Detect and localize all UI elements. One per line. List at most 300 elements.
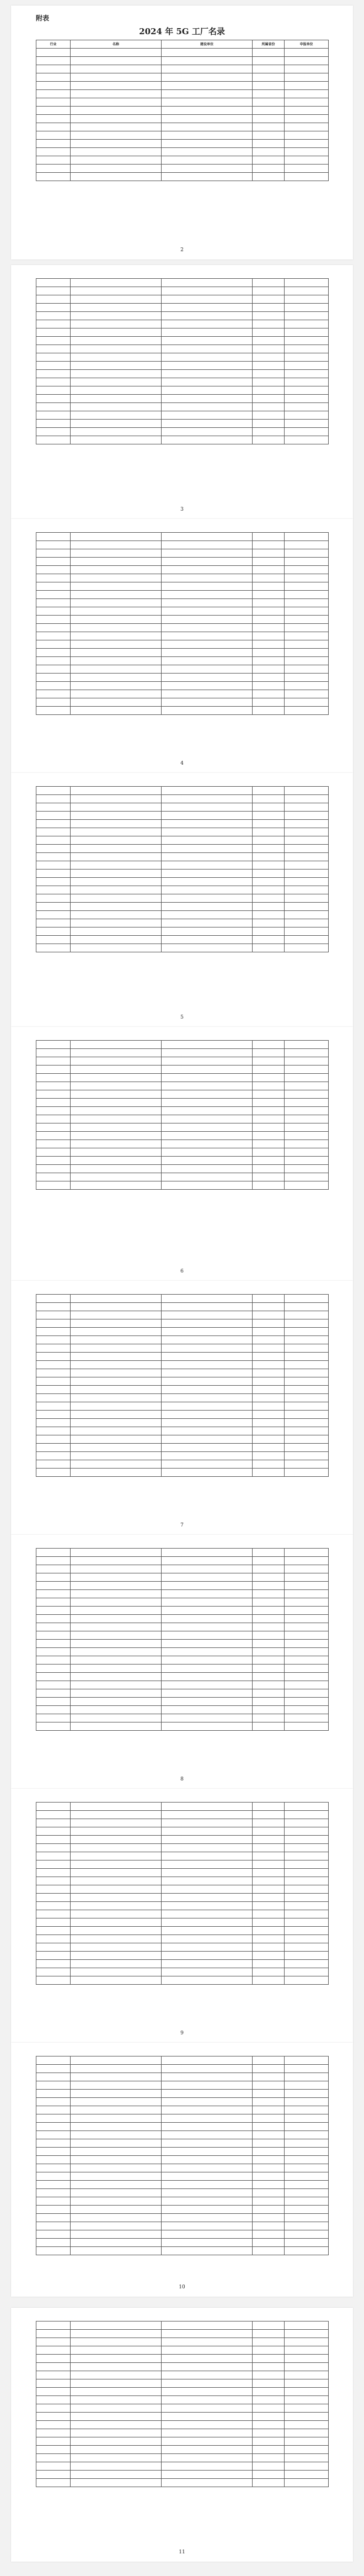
- table-cell: [162, 2073, 253, 2081]
- table-cell: [71, 73, 162, 82]
- table-cell: [36, 1427, 71, 1435]
- table-cell: [162, 1910, 253, 1918]
- table-cell: [253, 616, 285, 624]
- table-cell: [162, 2388, 253, 2396]
- table-cell: [71, 328, 162, 337]
- table-cell: [162, 1573, 253, 1582]
- table-cell: [285, 1132, 329, 1140]
- table-cell: [162, 1803, 253, 1811]
- table-cell: [285, 1444, 329, 1452]
- table-cell: [253, 795, 285, 803]
- table-cell: [162, 123, 253, 131]
- table-cell: [162, 927, 253, 936]
- table-row: [36, 279, 329, 287]
- table-cell: [253, 886, 285, 894]
- table-cell: [71, 2106, 162, 2114]
- table-cell: [285, 2148, 329, 2156]
- table-cell: [36, 1714, 71, 1722]
- table-cell: [71, 1369, 162, 1377]
- table-cell: [285, 403, 329, 411]
- table-cell: [36, 1640, 71, 1648]
- table-cell: [71, 2148, 162, 2156]
- table-cell: [285, 2330, 329, 2338]
- table-row: [36, 1082, 329, 1090]
- table-cell: [253, 1927, 285, 1935]
- table-cell: [285, 878, 329, 886]
- table-cell: [36, 345, 71, 353]
- document-page: [11, 1789, 353, 2043]
- table-cell: [162, 1460, 253, 1469]
- table-cell: [36, 665, 71, 674]
- table-cell: [253, 1140, 285, 1148]
- table-cell: [285, 2446, 329, 2454]
- table-cell: [36, 1377, 71, 1386]
- table-cell: [71, 1181, 162, 1190]
- table-row: [36, 98, 329, 107]
- table-cell: [71, 2462, 162, 2471]
- table-row: [36, 1041, 329, 1049]
- table-cell: [285, 2346, 329, 2355]
- table-row: [36, 173, 329, 181]
- table-cell: [253, 1452, 285, 1460]
- table-cell: [285, 2197, 329, 2206]
- table-header-row: [36, 40, 329, 49]
- table-cell: [36, 1173, 71, 1181]
- table-cell: [162, 582, 253, 591]
- column-header: 建设单位: [162, 40, 253, 49]
- table-cell: [36, 1074, 71, 1082]
- table-cell: [36, 2106, 71, 2114]
- table-cell: [71, 2355, 162, 2363]
- table-cell: [71, 607, 162, 616]
- table-cell: [162, 2139, 253, 2148]
- table-cell: [162, 861, 253, 870]
- table-row: [36, 345, 329, 353]
- table-cell: [71, 1582, 162, 1590]
- table-cell: [253, 2131, 285, 2139]
- table-cell: [162, 1394, 253, 1402]
- table-cell: [285, 2421, 329, 2429]
- table-row: [36, 2081, 329, 2090]
- table-cell: [253, 1960, 285, 1968]
- table-cell: [253, 1427, 285, 1435]
- table-cell: [285, 1844, 329, 1852]
- table-cell: [162, 787, 253, 795]
- table-cell: [162, 558, 253, 566]
- table-cell: [36, 936, 71, 944]
- table-cell: [285, 886, 329, 894]
- table-row: [36, 1303, 329, 1311]
- table-row: [36, 1706, 329, 1714]
- table-cell: [36, 803, 71, 812]
- column-header: 名称: [71, 40, 162, 49]
- table-row: [36, 2056, 329, 2065]
- table-cell: [36, 403, 71, 411]
- table-cell: [253, 1665, 285, 1673]
- document-page: [11, 1281, 353, 1535]
- table-cell: [285, 2379, 329, 2388]
- table-cell: [285, 936, 329, 944]
- table-cell: [162, 665, 253, 674]
- table-row: [36, 574, 329, 582]
- table-cell: [253, 1582, 285, 1590]
- table-row: [36, 1107, 329, 1115]
- table-row: [36, 2429, 329, 2437]
- table-cell: [71, 428, 162, 436]
- table-row: [36, 337, 329, 345]
- table-cell: [253, 1549, 285, 1557]
- table-row: [36, 1968, 329, 1976]
- table-cell: [253, 1623, 285, 1631]
- factory-roster-table: [36, 1294, 329, 1477]
- table-cell: [285, 1803, 329, 1811]
- page-number: 8: [180, 1777, 184, 1782]
- table-cell: [162, 2363, 253, 2371]
- table-cell: [253, 1827, 285, 1836]
- table-cell: [162, 707, 253, 715]
- table-cell: [71, 640, 162, 649]
- table-cell: [162, 173, 253, 181]
- table-cell: [285, 123, 329, 131]
- table-cell: [253, 2139, 285, 2148]
- table-cell: [71, 1066, 162, 1074]
- table-cell: [253, 682, 285, 690]
- table-cell: [285, 1722, 329, 1731]
- table-cell: [285, 2222, 329, 2230]
- table-cell: [253, 165, 285, 173]
- table-cell: [36, 599, 71, 607]
- table-row: [36, 1386, 329, 1394]
- table-cell: [36, 1615, 71, 1623]
- table-cell: [162, 2379, 253, 2388]
- table-cell: [285, 2189, 329, 2197]
- table-cell: [285, 2214, 329, 2222]
- table-cell: [253, 1698, 285, 1706]
- table-cell: [162, 1623, 253, 1631]
- table-cell: [285, 1952, 329, 1960]
- table-cell: [36, 1894, 71, 1902]
- table-cell: [253, 1557, 285, 1565]
- table-row: [36, 911, 329, 919]
- table-cell: [36, 2429, 71, 2437]
- table-cell: [162, 2346, 253, 2355]
- table-cell: [285, 2454, 329, 2462]
- table-cell: [285, 1640, 329, 1648]
- table-cell: [285, 698, 329, 707]
- table-cell: [162, 836, 253, 845]
- table-cell: [285, 1976, 329, 1985]
- table-cell: [71, 2098, 162, 2106]
- table-cell: [253, 1377, 285, 1386]
- table-row: [36, 1157, 329, 1165]
- table-cell: [285, 1452, 329, 1460]
- table-cell: [36, 549, 71, 558]
- column-header: 申报单位: [285, 40, 329, 49]
- table-cell: [36, 49, 71, 57]
- table-row: [36, 2172, 329, 2181]
- table-row: [36, 2338, 329, 2346]
- table-cell: [162, 698, 253, 707]
- table-cell: [285, 1386, 329, 1394]
- table-cell: [285, 1353, 329, 1361]
- table-row: [36, 2222, 329, 2230]
- table-cell: [285, 337, 329, 345]
- factory-roster-table: [36, 40, 329, 181]
- table-cell: [162, 420, 253, 428]
- table-cell: [36, 1469, 71, 1477]
- table-cell: [162, 1361, 253, 1369]
- table-cell: [285, 165, 329, 173]
- table-cell: [162, 607, 253, 616]
- table-cell: [285, 436, 329, 444]
- table-cell: [36, 682, 71, 690]
- table-cell: [253, 574, 285, 582]
- table-cell: [253, 57, 285, 65]
- table-row: [36, 2371, 329, 2379]
- table-cell: [71, 345, 162, 353]
- table-cell: [285, 1598, 329, 1607]
- table-cell: [36, 165, 71, 173]
- table-cell: [71, 2321, 162, 2330]
- table-cell: [285, 1960, 329, 1968]
- table-cell: [253, 345, 285, 353]
- table-cell: [36, 861, 71, 870]
- table-cell: [285, 1427, 329, 1435]
- page-number: 11: [179, 2550, 185, 2555]
- table-cell: [71, 1157, 162, 1165]
- table-cell: [71, 1123, 162, 1132]
- table-row: [36, 1927, 329, 1935]
- table-row: [36, 1836, 329, 1844]
- table-row: [36, 1976, 329, 1985]
- table-row: [36, 403, 329, 411]
- table-cell: [162, 1852, 253, 1861]
- table-cell: [71, 1623, 162, 1631]
- table-cell: [253, 1811, 285, 1819]
- table-cell: [253, 1689, 285, 1698]
- table-cell: [253, 820, 285, 828]
- table-row: [36, 1803, 329, 1811]
- table-row: [36, 2346, 329, 2355]
- table-cell: [162, 1328, 253, 1336]
- table-cell: [162, 2148, 253, 2156]
- table-cell: [285, 131, 329, 140]
- table-cell: [71, 2164, 162, 2172]
- table-cell: [253, 894, 285, 903]
- table-cell: [36, 591, 71, 599]
- table-cell: [162, 1402, 253, 1411]
- table-cell: [162, 1386, 253, 1394]
- table-cell: [36, 1041, 71, 1049]
- table-cell: [71, 1165, 162, 1173]
- table-row: [36, 1648, 329, 1656]
- table-row: [36, 1819, 329, 1827]
- table-cell: [162, 624, 253, 632]
- table-cell: [162, 1057, 253, 1066]
- table-cell: [285, 1918, 329, 1927]
- table-row: [36, 2379, 329, 2388]
- table-cell: [285, 2396, 329, 2404]
- table-cell: [36, 1549, 71, 1557]
- table-cell: [36, 1049, 71, 1057]
- table-row: [36, 1469, 329, 1477]
- table-cell: [162, 1427, 253, 1435]
- table-cell: [162, 1066, 253, 1074]
- table-cell: [36, 2123, 71, 2131]
- table-cell: [285, 657, 329, 665]
- table-cell: [285, 1303, 329, 1311]
- table-cell: [285, 2239, 329, 2247]
- table-cell: [36, 707, 71, 715]
- table-cell: [71, 574, 162, 582]
- table-row: [36, 2230, 329, 2239]
- table-cell: [285, 1698, 329, 1706]
- table-cell: [285, 1066, 329, 1074]
- table-row: [36, 1582, 329, 1590]
- table-cell: [71, 828, 162, 836]
- table-cell: [162, 1902, 253, 1910]
- table-cell: [71, 2073, 162, 2081]
- table-cell: [162, 2239, 253, 2247]
- table-cell: [253, 1090, 285, 1099]
- table-cell: [253, 591, 285, 599]
- table-cell: [71, 1082, 162, 1090]
- table-cell: [71, 2346, 162, 2355]
- table-row: [36, 90, 329, 98]
- table-cell: [285, 1681, 329, 1689]
- column-header: 所属省份: [253, 40, 285, 49]
- table-cell: [253, 1460, 285, 1469]
- table-cell: [162, 1861, 253, 1869]
- table-cell: [253, 2098, 285, 2106]
- document-page: [11, 265, 353, 519]
- table-cell: [71, 107, 162, 115]
- table-cell: [71, 1885, 162, 1894]
- table-cell: [36, 2363, 71, 2371]
- table-cell: [253, 1706, 285, 1714]
- table-cell: [285, 287, 329, 295]
- table-cell: [36, 1698, 71, 1706]
- table-cell: [253, 919, 285, 927]
- table-cell: [253, 2247, 285, 2255]
- table-cell: [71, 558, 162, 566]
- table-cell: [71, 1377, 162, 1386]
- table-cell: [253, 624, 285, 632]
- table-cell: [253, 2471, 285, 2479]
- table-cell: [253, 328, 285, 337]
- table-cell: [36, 632, 71, 640]
- table-cell: [285, 828, 329, 836]
- table-cell: [253, 1344, 285, 1353]
- table-cell: [253, 1836, 285, 1844]
- table-cell: [285, 2388, 329, 2396]
- table-cell: [71, 1295, 162, 1303]
- table-cell: [36, 328, 71, 337]
- table-cell: [162, 370, 253, 378]
- table-cell: [71, 944, 162, 952]
- table-cell: [162, 1090, 253, 1099]
- table-row: [36, 2090, 329, 2098]
- table-cell: [162, 2181, 253, 2189]
- table-cell: [162, 682, 253, 690]
- table-cell: [285, 2073, 329, 2081]
- table-cell: [285, 156, 329, 165]
- table-cell: [162, 1115, 253, 1123]
- table-cell: [253, 1673, 285, 1681]
- table-row: [36, 944, 329, 952]
- table-cell: [253, 1902, 285, 1910]
- table-cell: [253, 861, 285, 870]
- table-row: [36, 2106, 329, 2114]
- table-row: [36, 812, 329, 820]
- table-cell: [162, 795, 253, 803]
- table-row: [36, 1328, 329, 1336]
- table-cell: [253, 1852, 285, 1861]
- table-row: [36, 1598, 329, 1607]
- table-cell: [285, 2098, 329, 2106]
- table-cell: [36, 1328, 71, 1336]
- table-cell: [253, 1469, 285, 1477]
- table-cell: [36, 607, 71, 616]
- table-cell: [162, 1074, 253, 1082]
- table-cell: [162, 1082, 253, 1090]
- table-cell: [285, 1852, 329, 1861]
- table-cell: [285, 1927, 329, 1935]
- table-cell: [71, 1573, 162, 1582]
- page-number: 6: [180, 1269, 184, 1274]
- table-cell: [71, 1074, 162, 1082]
- table-cell: [253, 2379, 285, 2388]
- table-row: [36, 828, 329, 836]
- table-cell: [285, 2462, 329, 2471]
- table-cell: [253, 2214, 285, 2222]
- table-row: [36, 411, 329, 420]
- table-cell: [253, 395, 285, 403]
- table-cell: [285, 549, 329, 558]
- table-row: [36, 320, 329, 328]
- table-cell: [162, 616, 253, 624]
- table-cell: [36, 698, 71, 707]
- table-cell: [36, 533, 71, 541]
- table-cell: [71, 2189, 162, 2197]
- table-cell: [71, 140, 162, 148]
- table-cell: [36, 836, 71, 845]
- table-cell: [71, 1902, 162, 1910]
- table-cell: [71, 1427, 162, 1435]
- table-cell: [253, 2446, 285, 2454]
- table-cell: [253, 1681, 285, 1689]
- table-cell: [162, 279, 253, 287]
- table-cell: [71, 1311, 162, 1319]
- table-row: [36, 1623, 329, 1631]
- table-cell: [253, 2396, 285, 2404]
- table-cell: [253, 1877, 285, 1885]
- table-row: [36, 690, 329, 698]
- table-row: [36, 1852, 329, 1861]
- table-row: [36, 1918, 329, 1927]
- page-number: 5: [180, 1015, 184, 1020]
- table-cell: [71, 2123, 162, 2131]
- table-cell: [253, 65, 285, 73]
- table-cell: [162, 541, 253, 549]
- table-cell: [36, 2181, 71, 2189]
- table-cell: [162, 632, 253, 640]
- table-cell: [285, 1894, 329, 1902]
- table-cell: [285, 2355, 329, 2363]
- table-cell: [285, 82, 329, 90]
- table-cell: [253, 582, 285, 591]
- table-cell: [36, 2189, 71, 2197]
